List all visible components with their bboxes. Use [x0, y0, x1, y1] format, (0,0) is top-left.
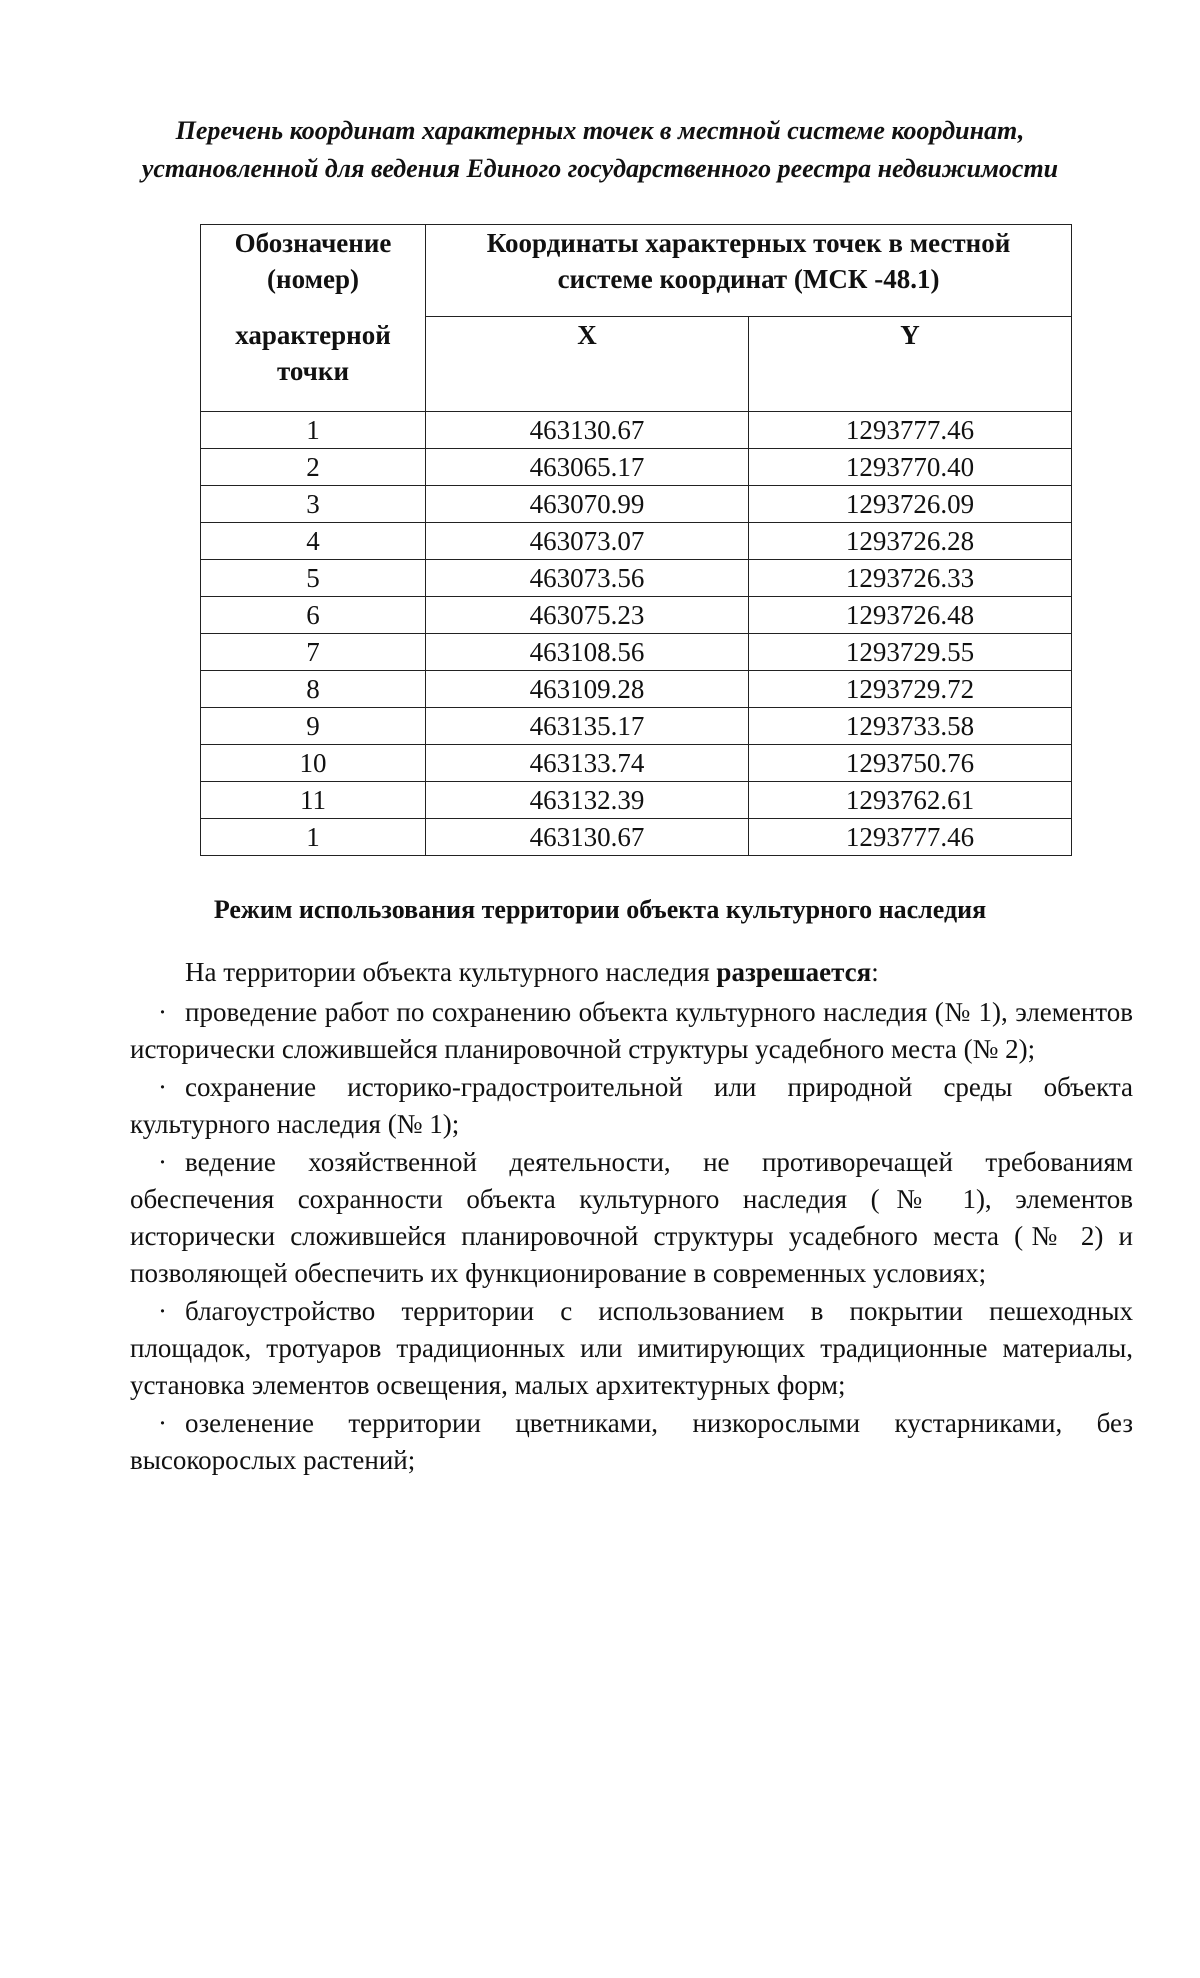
table-row: [201, 819, 1072, 856]
point-number-cell: 2: [201, 449, 426, 486]
permitted-activities-list: [130, 994, 1133, 1480]
list-item-text: проведение работ по сохранению объекта культурного наследия (№ 1), элементов исторически сложившейся планировочной структуры усадебного места (№ 2);: [130, 997, 1133, 1064]
bullet-icon: ·: [158, 1147, 167, 1177]
bullet-icon: ·: [158, 997, 167, 1027]
table-row: [201, 708, 1072, 745]
table-row: [201, 449, 1072, 486]
document-title: [100, 112, 1100, 188]
title-line-2: установленной для ведения Единого государственного реестра недвижимости: [141, 154, 1059, 183]
x-coordinate-cell: 463108.56: [426, 634, 749, 671]
table-row: [201, 597, 1072, 634]
header-coordinates-line-2: системе координат (МСК -48.1): [557, 264, 940, 294]
point-number-cell: 7: [201, 634, 426, 671]
list-item: [130, 1069, 1133, 1143]
table-row: [201, 560, 1072, 597]
y-coordinate-cell: 1293726.28: [749, 523, 1072, 560]
header-y: Y: [749, 317, 1072, 412]
x-coordinate-cell: 463135.17: [426, 708, 749, 745]
point-number-cell: 4: [201, 523, 426, 560]
coordinates-table-body: [201, 412, 1072, 856]
table-row: [201, 523, 1072, 560]
x-coordinate-cell: 463132.39: [426, 782, 749, 819]
y-coordinate-cell: 1293777.46: [749, 819, 1072, 856]
y-coordinate-cell: 1293750.76: [749, 745, 1072, 782]
table-row: [201, 486, 1072, 523]
x-coordinate-cell: 463133.74: [426, 745, 749, 782]
list-item: [130, 994, 1133, 1068]
point-number-cell: 3: [201, 486, 426, 523]
table-row: [201, 671, 1072, 708]
header-point-number-line-4: точки: [276, 356, 350, 386]
point-number-cell: 5: [201, 560, 426, 597]
list-item-text: ведение хозяйственной деятельности, не противоречащей требованиям обеспечения сохранности объекта культурного наследия (№ 1), элементов исторически сложившейся планировочной структуры усадебного места (№ 2) и позволяющей обеспечить их функционирование в современных условиях;: [130, 1147, 1133, 1288]
header-coordinates-line-1: Координаты характерных точек в местной: [486, 228, 1011, 258]
table-row: [201, 782, 1072, 819]
y-coordinate-cell: 1293777.46: [749, 412, 1072, 449]
header-point-number-line-1: Обозначение: [234, 228, 392, 258]
intro-bold-word: разрешается: [716, 957, 872, 987]
y-coordinate-cell: 1293770.40: [749, 449, 1072, 486]
list-item: [130, 1144, 1133, 1292]
y-coordinate-cell: 1293762.61: [749, 782, 1072, 819]
intro-suffix: :: [871, 957, 879, 987]
list-item: [130, 1293, 1133, 1404]
point-number-cell: 6: [201, 597, 426, 634]
header-point-number-line-2: (номер): [267, 264, 359, 294]
y-coordinate-cell: 1293726.33: [749, 560, 1072, 597]
point-number-cell: 9: [201, 708, 426, 745]
title-line-1: Перечень координат характерных точек в местной системе координат,: [175, 116, 1025, 145]
x-coordinate-cell: 463130.67: [426, 819, 749, 856]
y-coordinate-cell: 1293733.58: [749, 708, 1072, 745]
x-coordinate-cell: 463130.67: [426, 412, 749, 449]
list-item-text: сохранение историко-градостроительной или природной среды объекта культурного наследия (№ 1);: [130, 1072, 1133, 1139]
list-item-text: благоустройство территории с использованием в покрытии пешеходных площадок, тротуаров традиционных или имитирующих традиционные материалы, установка элементов освещения, малых архитектурных форм;: [130, 1296, 1133, 1400]
table-row: [201, 745, 1072, 782]
table-row: [201, 412, 1072, 449]
y-coordinate-cell: 1293726.09: [749, 486, 1072, 523]
point-number-cell: 1: [201, 412, 426, 449]
coordinates-table: [200, 224, 1072, 856]
x-coordinate-cell: 463073.56: [426, 560, 749, 597]
x-coordinate-cell: 463065.17: [426, 449, 749, 486]
y-coordinate-cell: 1293729.72: [749, 671, 1072, 708]
intro-prefix: На территории объекта культурного наследия: [185, 957, 717, 987]
list-item: [130, 1405, 1133, 1479]
y-coordinate-cell: 1293729.55: [749, 634, 1072, 671]
y-coordinate-cell: 1293726.48: [749, 597, 1072, 634]
bullet-icon: ·: [158, 1072, 167, 1102]
x-coordinate-cell: 463073.07: [426, 523, 749, 560]
header-x: X: [426, 317, 749, 412]
bullet-icon: ·: [158, 1408, 167, 1438]
table-row: [201, 634, 1072, 671]
x-coordinate-cell: 463109.28: [426, 671, 749, 708]
x-coordinate-cell: 463075.23: [426, 597, 749, 634]
header-point-number: [201, 225, 426, 412]
point-number-cell: 8: [201, 671, 426, 708]
point-number-cell: 1: [201, 819, 426, 856]
header-point-number-line-3: характерной: [235, 320, 391, 350]
header-coordinates: [426, 225, 1072, 317]
point-number-cell: 10: [201, 745, 426, 782]
bullet-icon: ·: [158, 1296, 167, 1326]
x-coordinate-cell: 463070.99: [426, 486, 749, 523]
list-item-text: озеленение территории цветниками, низкорослыми кустарниками, без высокорослых растений;: [130, 1408, 1133, 1475]
intro-paragraph: [185, 954, 879, 990]
point-number-cell: 11: [201, 782, 426, 819]
section-heading: Режим использования территории объекта культурного наследия: [213, 895, 987, 924]
